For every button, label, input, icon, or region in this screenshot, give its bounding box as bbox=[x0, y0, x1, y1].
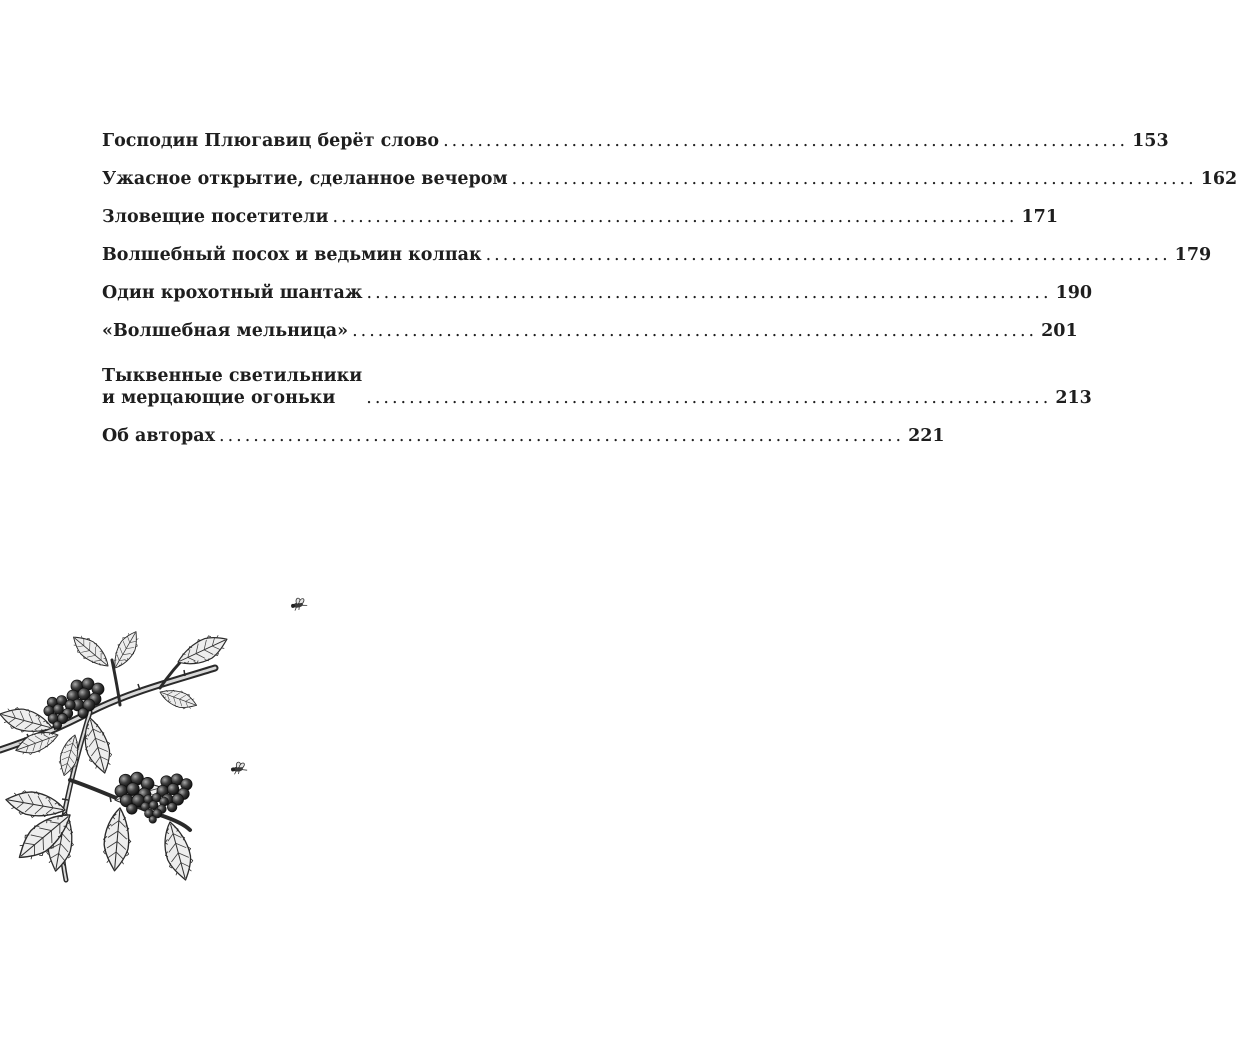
fly-icon bbox=[230, 761, 247, 774]
toc-page-number: 221 bbox=[908, 426, 945, 446]
toc-leader: ................................................................................ bbox=[366, 283, 1052, 303]
toc-page-number: 201 bbox=[1041, 321, 1078, 341]
toc-page-number: 213 bbox=[1055, 388, 1092, 408]
toc-leader: ................................................................................ bbox=[352, 321, 1038, 341]
toc-page-number: 171 bbox=[1021, 207, 1059, 227]
toc-title: Господин Плюгавиц берёт слово bbox=[102, 131, 440, 151]
toc-title: Ужасное открытие, сделанное вечером bbox=[102, 169, 508, 189]
toc-leader: ................................................................................ bbox=[485, 245, 1171, 265]
blackberry-branch-icon bbox=[0, 627, 232, 883]
toc-title: Тыквенные светильники и мерцающие огоньки bbox=[102, 366, 363, 408]
toc-leader: ................................................................................ bbox=[511, 169, 1197, 189]
toc-page-number: 179 bbox=[1174, 245, 1212, 265]
toc-leader: ................................................................................ bbox=[332, 207, 1018, 227]
toc-leader: ................................................................................ bbox=[366, 388, 1052, 408]
toc-title: Один крохотный шантаж bbox=[102, 283, 363, 303]
toc-leader: ................................................................................ bbox=[219, 426, 905, 446]
toc-page-number: 162 bbox=[1200, 169, 1237, 189]
toc-title: Волшебный посох и ведьмин колпак bbox=[102, 245, 482, 265]
toc-title: «Волшебная мельница» bbox=[102, 321, 349, 341]
toc-title: Зловещие посетители bbox=[102, 207, 329, 227]
toc-page-number: 153 bbox=[1132, 131, 1169, 151]
toc-leader: ................................................................................ bbox=[443, 131, 1129, 151]
toc-title: Об авторах bbox=[102, 426, 216, 446]
fly-icon bbox=[290, 597, 308, 611]
toc-page-number: 190 bbox=[1055, 283, 1093, 303]
